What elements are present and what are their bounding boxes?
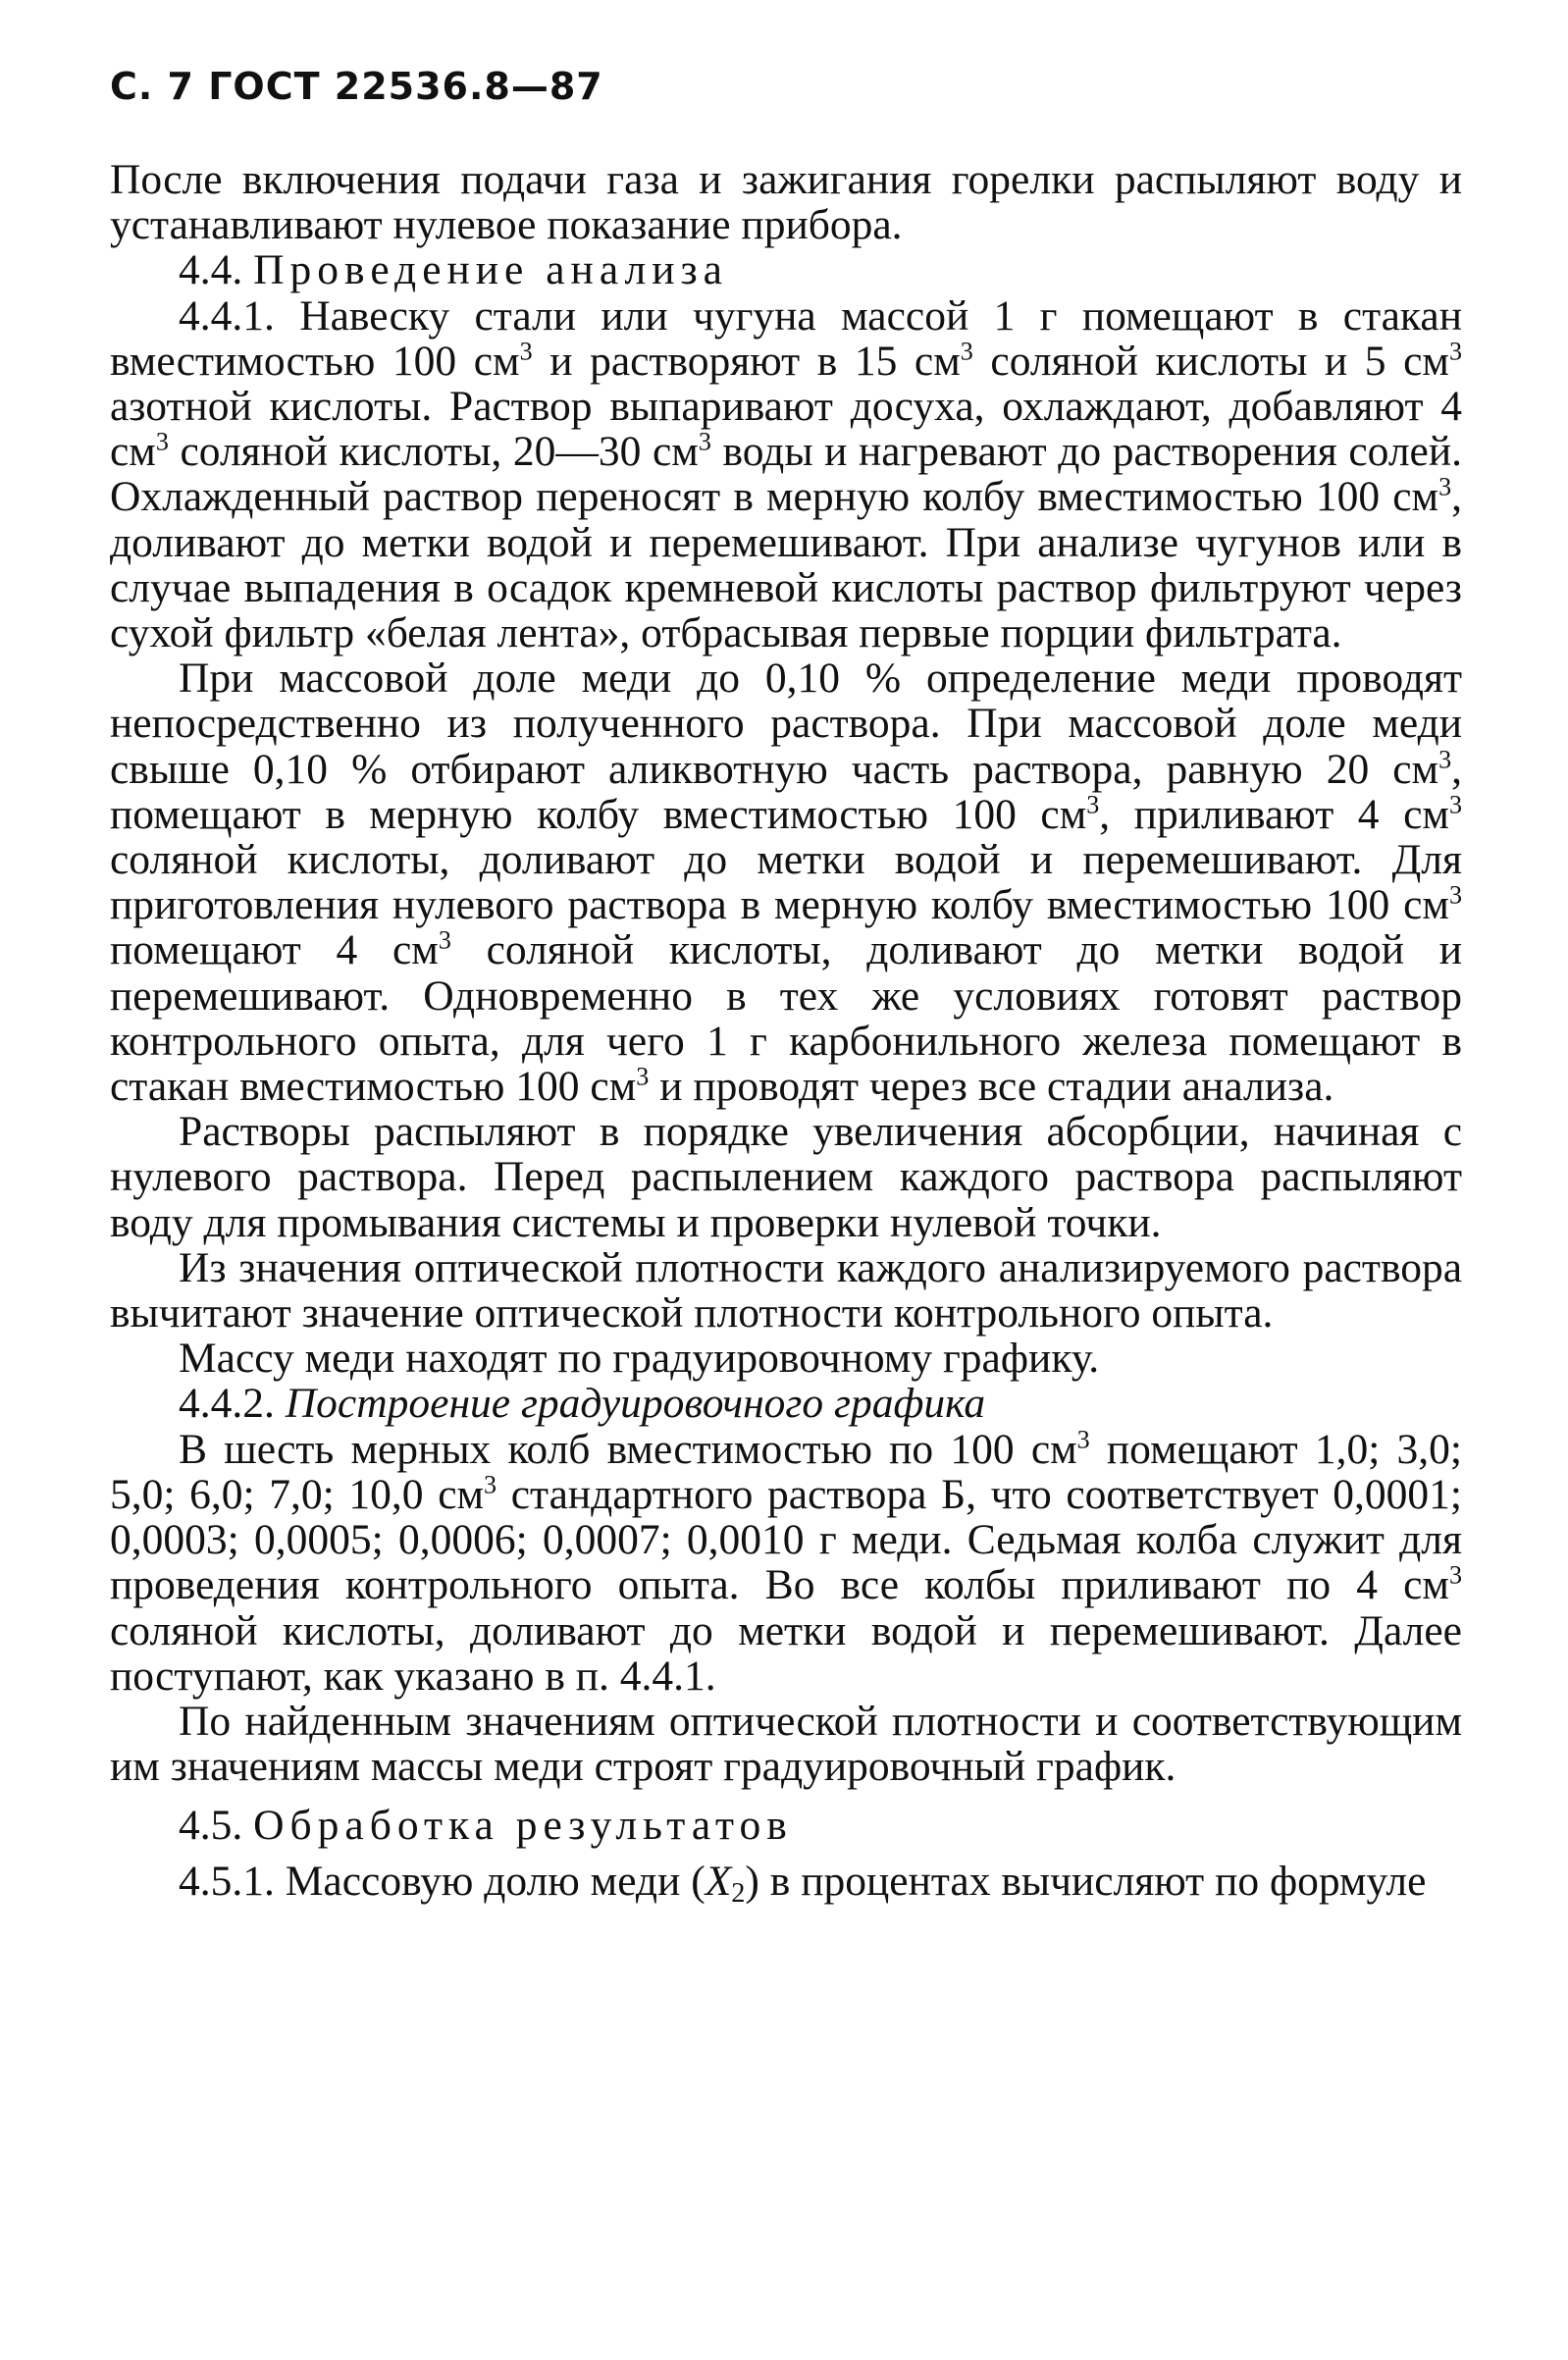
paragraph-optical-density: Из значения оптической плотности каждого анализируемого раствора вычитают значение оптической плотности контрольного опыта.: [110, 1243, 1462, 1337]
paragraph-4-5-1: 4.5.1. Массовую долю меди $(X_2)$ в процентах вычисляют по формуле: [179, 1857, 1427, 1909]
section-4-5-heading: 4.5. Обработка результатов: [179, 1802, 793, 1850]
paragraph-4-4-1: 4.4.1. Навеску стали или чугуна массой 1 г помещают в стакан вместимостью 100 $см^3$ и растворяют в 15 $см^3$ соляной кислоты и 5 $см^3$ азотной кислоты. Раствор выпаривают досуха, охлаждают, добавляют 4 $см^3$ соляной кислоты, 20—30 $см^3$ воды и нагревают до растворения солей. Охлажденный раствор переносят в мерную колбу вместимостью 100 $см^3$, доливают до метки водой и перемешивают. При анализе чугунов или в случае выпадения в осадок кремневой кислоты раствор фильтруют через сухой фильтр «белая лента», отбрасывая первые порции фильтрата.: [110, 291, 1462, 657]
paragraph-spraying: Растворы распыляют в порядке увеличения абсорбции, начиная с нулевого раствора. Перед распылением каждого раствора распыляют воду для промывания системы и проверки нулевой точки.: [110, 1108, 1462, 1246]
document-body: [110, 156, 1462, 1909]
variable-x: X: [705, 1857, 732, 1905]
section-4-4-heading: 4.4. Проведение анализа: [179, 246, 728, 294]
paragraph-calibration: В шесть мерных колб вместимостью по 100 $см^3$ помещают 1,0; 3,0; 5,0; 6,0; 7,0; 10,0 $см^3$ стандартного раствора Б, что соответствует 0,0001; 0,0003; 0,0005; 0,0006; 0,0007; 0,0010 г меди. Седьмая колба служит для проведения контрольного опыта. Во все колбы приливают по 4 $см^3$ соляной кислоты, доливают до метки водой и перемешивают. Далее поступают, как указано в п. 4.4.1.: [110, 1425, 1462, 1700]
paragraph-copper-mass: Массу меди находят по градуировочному графику.: [179, 1335, 1100, 1383]
paragraph-graph: По найденным значениям оптической плотности и соответствующим им значениям массы меди строят градуировочный график.: [110, 1697, 1462, 1791]
paragraph-intro: После включения подачи газа и зажигания горелки распыляют воду и устанавливают нулевое показание прибора.: [110, 156, 1462, 249]
page-header: С. 7 ГОСТ 22536.8—87: [110, 65, 603, 108]
paragraph-copper-fraction: При массовой доле меди до 0,10 % определение меди проводят непосредственно из полученного раствора. При массовой доле меди свыше 0,10 % отбирают аликвотную часть раствора, равную 20 $см^3$, помещают в мерную колбу вместимостью 100 $см^3$, приливают 4 $см^3$ соляной кислоты, доливают до метки водой и перемешивают. Для приготовления нулевого раствора в мерную колбу вместимостью 100 $см^3$ помещают 4 $см^3$ соляной кислоты, доливают до метки водой и перемешивают. Одновременно в тех же условиях готовят раствор контрольного опыта, для чего 1 г карбонильного железа помещают в стакан вместимостью 100 $см^3$ и проводят через все стадии анализа.: [110, 655, 1462, 1111]
section-4-4-2-heading: 4.4.2. Построение градуировочного графика: [179, 1380, 986, 1428]
